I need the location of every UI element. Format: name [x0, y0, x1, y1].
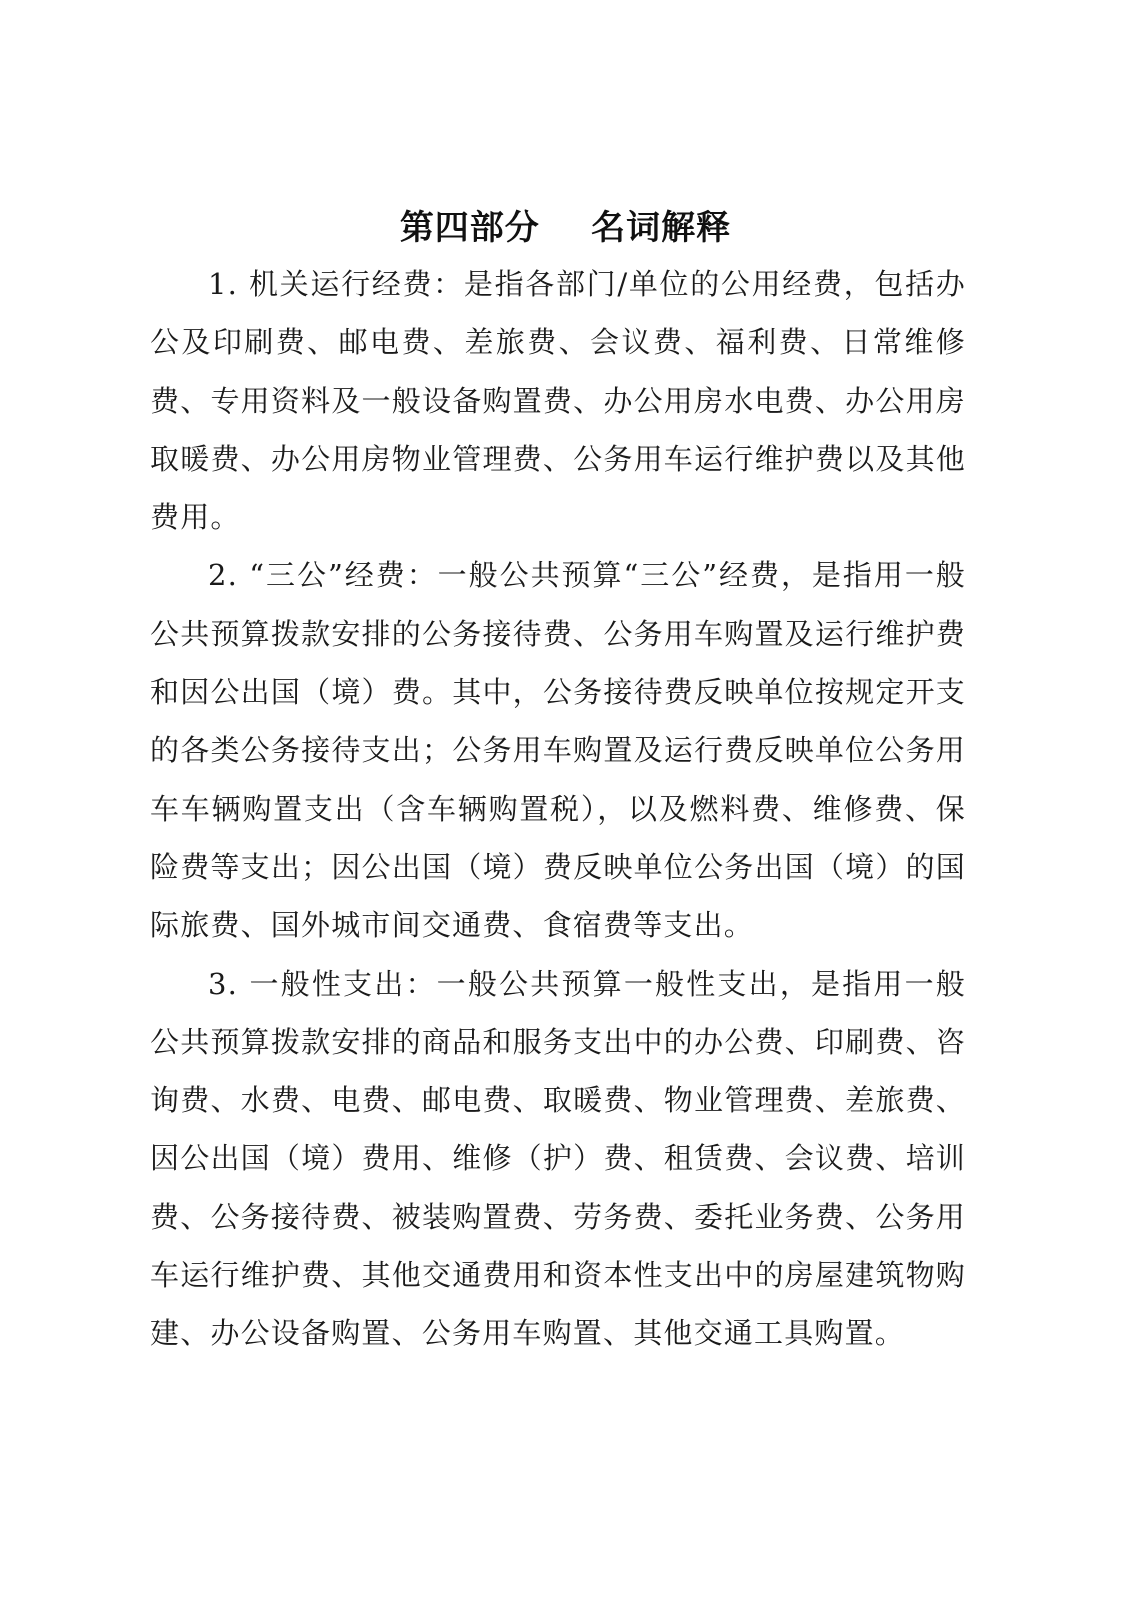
page-title: 第四部分 名词解释 — [399, 208, 732, 248]
paragraph-2: 2. “三公”经费：一般公共预算“三公”经费，是指用一般公共预算拨款安排的公务接待费、公务用车购置及运行维护费和因公出国（境）费。其中，公务接待费反映单位按规定开支的各类公务接待支出；公务用车购置及运行费反映单位公务用车车辆购置支出（含车辆购置税），以及燃料费、维修费、保险费等支出；因公出国（境）费反映单位公务出国（境）的国际旅费、国外城市间交通费、食宿费等支出。 — [150, 558, 966, 943]
document-body — [150, 255, 966, 1363]
paragraph-1: 1. 机关运行经费：是指各部门/单位的公用经费，包括办公及印刷费、邮电费、差旅费、会议费、福利费、日常维修费、专用资料及一般设备购置费、办公用房水电费、办公用房取暖费、办公用房物业管理费、公务用车运行维护费以及其他费用。 — [150, 267, 966, 535]
paragraph-3: 3. 一般性支出：一般公共预算一般性支出，是指用一般公共预算拨款安排的商品和服务支出中的办公费、印刷费、咨询费、水费、电费、邮电费、取暖费、物业管理费、差旅费、因公出国（境）费用、维修（护）费、租赁费、会议费、培训费、公务接待费、被装购置费、劳务费、委托业务费、公务用车运行维护费、其他交通费用和资本性支出中的房屋建筑物购建、办公设备购置、公务用车购置、其他交通工具购置。 — [150, 966, 966, 1351]
